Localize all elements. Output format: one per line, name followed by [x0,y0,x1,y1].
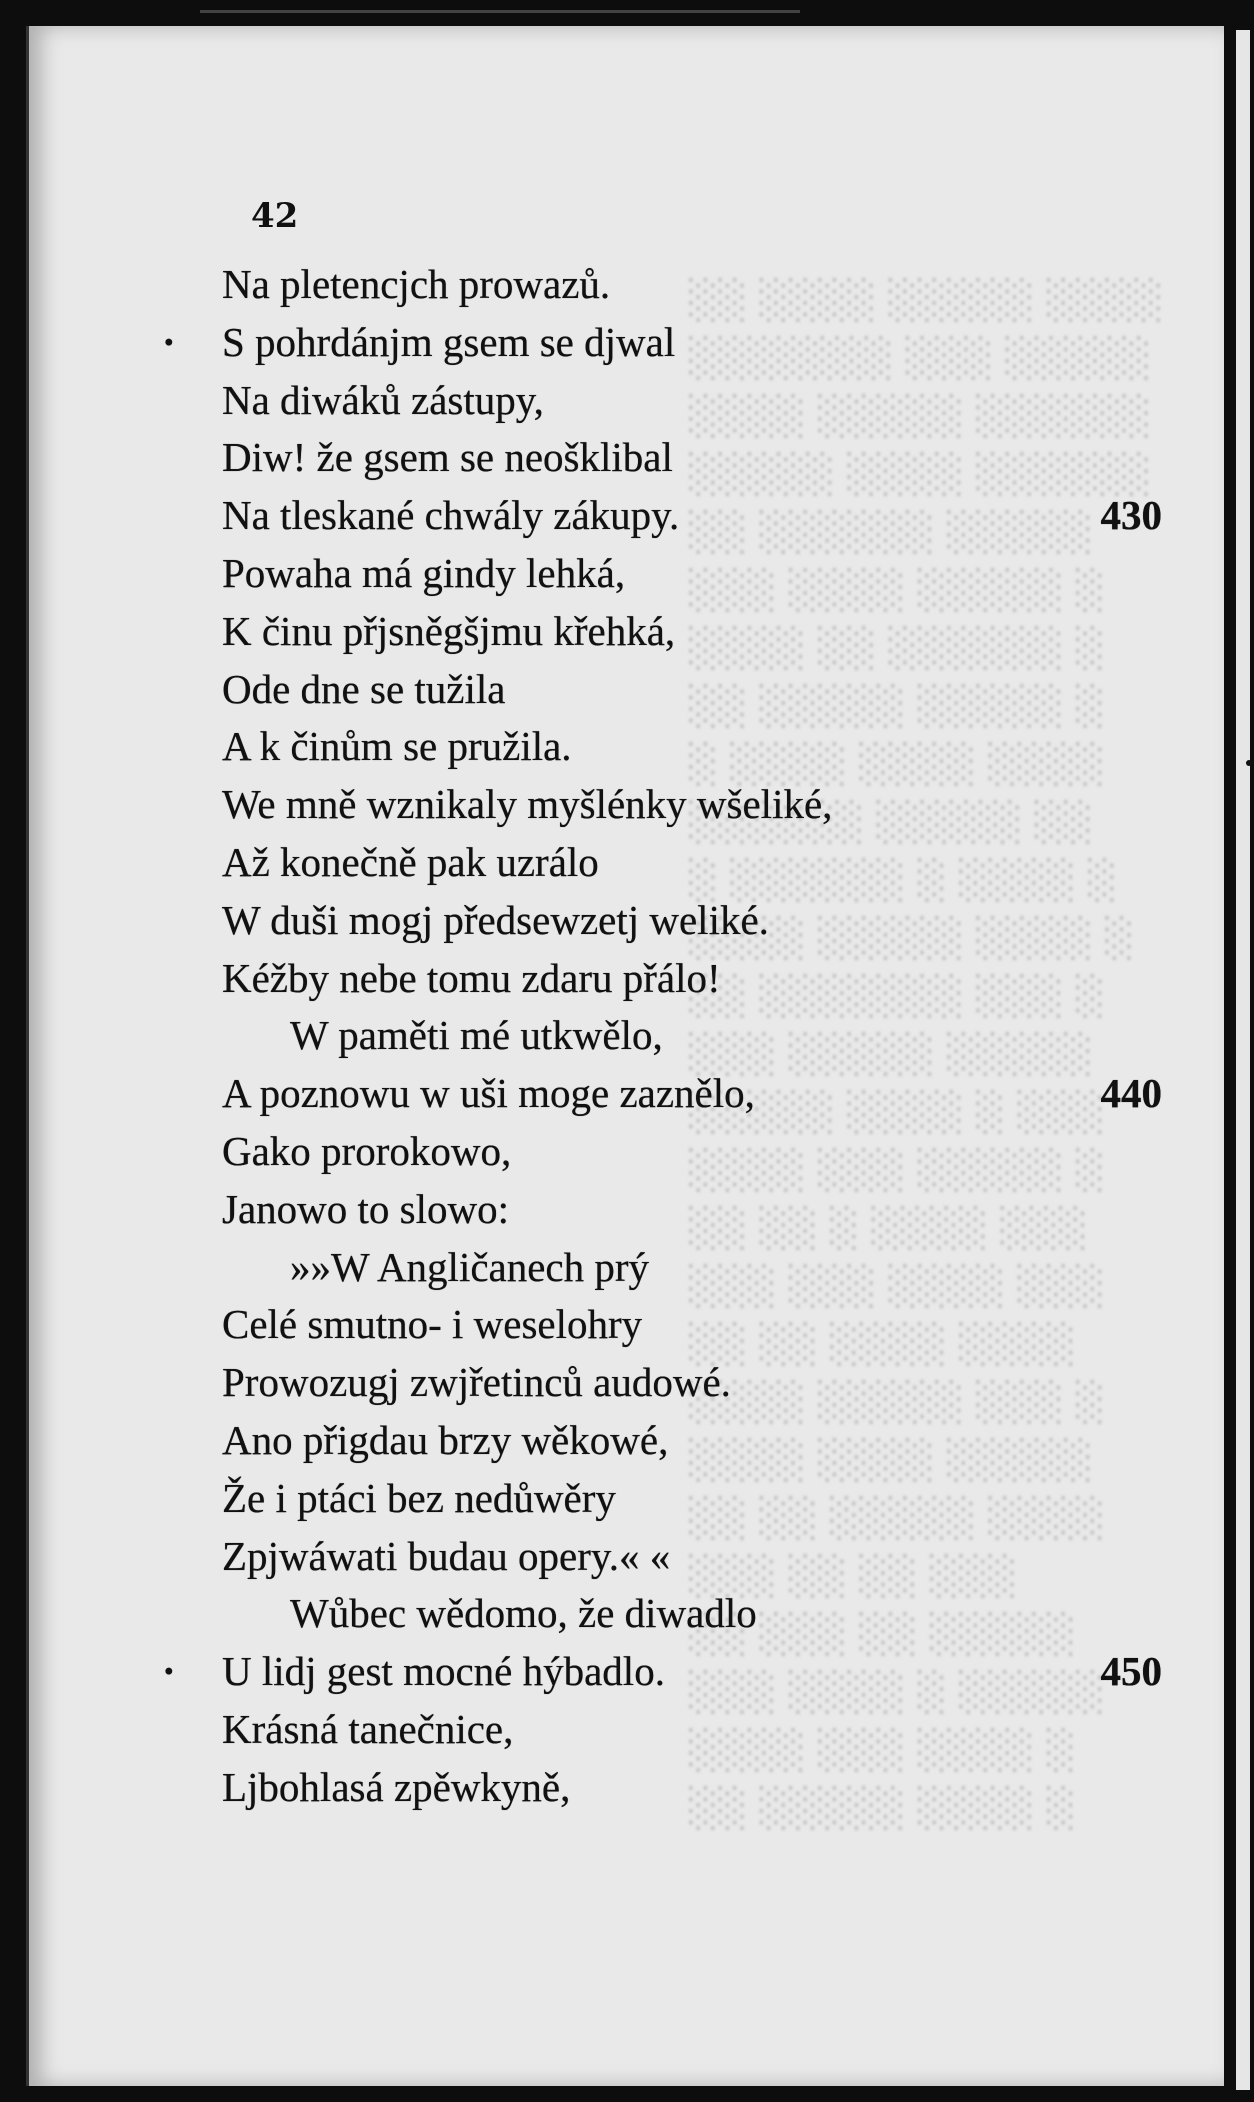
verse-line-text: K činu přjsněgšjmu křehká, [222,607,676,654]
verse-line-text: Na pletencjch prowazů. [222,261,611,307]
verse-line-text: Krásná tanečnice, [222,1705,514,1752]
verse-line-text: S pohrdánjm gsem se djwal [222,318,676,365]
verse-line [222,545,1182,603]
verse-line [222,1701,1182,1759]
verse-line-text: Celé smutno- i weselohry [222,1301,643,1348]
verse-line-text: Ode dne se tužila [222,665,506,712]
verse-line [222,1528,1182,1586]
line-number: 430 [1100,492,1162,539]
verse-line-text: Na diwáků zástupy, [222,376,544,423]
poem-text [162,256,1182,1817]
margin-dot: · [162,1648,176,1695]
verse-line-text: Janowo to slowo: [222,1185,509,1232]
verse-line-text: »»W Angličanech prý [290,1243,650,1290]
verse-line-text: Na tleskané chwály zákupy. [222,492,680,539]
verse-line [222,603,1182,661]
verse-line [222,661,1182,719]
verse-line [222,776,1182,834]
verse-line-text: W duši mogj předsewzetj weliké. [222,896,769,943]
verse-line [222,1181,1182,1239]
verse-line-text: Wůbec wědomo, že diwadlo [290,1590,757,1637]
verse-line [222,1470,1182,1528]
margin-mark [1246,760,1252,766]
verse-line [222,950,1182,1008]
verse-line-text: Ljbohlasá zpěwkyně, [222,1763,571,1810]
verse-line [222,1585,1182,1643]
verse-line-text: Diw! že gsem se neošklibal [222,434,673,481]
verse-line-text: Zpjwáwati budau opery.« « [222,1532,671,1579]
verse-line [222,487,1182,545]
verse-line-text: W paměti mé utkwělo, [290,1012,663,1059]
verse-line-text: Ano přigdau brzy wěkowé, [222,1416,669,1463]
verse-line [222,718,1182,776]
line-number: 450 [1100,1648,1162,1695]
line-number: 440 [1100,1070,1162,1117]
adjacent-page-edge [1236,30,1250,2090]
verse-line-text: Prowozugj zwjřetinců audowé. [222,1359,731,1406]
verse-line [222,372,1182,430]
verse-line [222,1354,1182,1412]
verse-line [222,1759,1182,1817]
verse-line-text: Že i ptáci bez nedůwěry [222,1474,616,1521]
verse-line [162,1643,1182,1701]
verse-line-text: Až konečně pak uzrálo [222,838,599,885]
verse-line-text: U lidj gest mocné hýbadlo. [222,1648,665,1695]
verse-line [222,1123,1182,1181]
verse-line [222,1007,1182,1065]
verse-line-text: Gako prorokowo, [222,1127,512,1174]
verse-line-text: Kéžby nebe tomu zdaru přálo! [222,954,721,1001]
page-number: 42 [251,196,299,236]
margin-dot: · [162,318,176,365]
bleed-through-text: ░░ ░░░░ ░░░░░ ░░░░ ░░░░░░░ ░░░ ░░░░░ ░░░░ ░░░░░ ░░░░░░ ░░░░░ ░░░░ ░░░░░░ ░░ ░░░░░░ ░░░░░ ░░░ ░░░░ ░░░░░ ░ ░░░░ ░░ ░░░░░░ ░ ░░ ░░░░░ ░░░░░ ░ ░ ░░░░ ░░░░ ░░░░ ░░░░░░ ░░░░░ ░░ ░ ░░░░░░ ░ ░░░░ ░ ░░░░ ░░░░░ ░░░░ ░ ░░ ░░░░░░░ ░░░ ░ ░░░ ░░░░░ ░░░░░ ░░░░░ ░░░░ ░ ░░░ ░░░░ ░░░ ░░░░░ ░ ░░ ░░ ░ ░░░░ ░░░ ░░░ ░░░ ░░░░ ░░░ ░░ ░░ ░░░░ ░░░░ ░░░░ ░░░░░ ░░░ ░ ░░░░ ░░░░ ░░░░░ ░░ ░░ ░░░░░ ░░░░ ░░░ ░░ ░░ ░░░ ░░ ░░░ ░░ ░░░░░ ░░░ ░░░░ ░ ░░░░░ ░░░░ ░░░ ░░░░ ░ ░░ ░░░░░ ░░░░ ░ [689,278,1164,1830]
verse-line-text: A k činům se pružila. [222,723,572,770]
verse-line [222,892,1182,950]
verse-line [222,1065,1182,1123]
verse-line [222,1296,1182,1354]
scan-edge-rule [200,10,800,13]
verse-line-text: We mně wznikaly myšlénky wšeliké, [222,781,833,828]
verse-line [222,834,1182,892]
verse-line-text: A poznowu w uši moge zaznělo, [222,1070,755,1117]
verse-line [222,1412,1182,1470]
verse-line [222,429,1182,487]
verse-line [222,1239,1182,1297]
verse-line [222,256,1182,314]
verse-line [162,314,1182,372]
verse-line-text: Powaha má gindy lehká, [222,549,626,596]
